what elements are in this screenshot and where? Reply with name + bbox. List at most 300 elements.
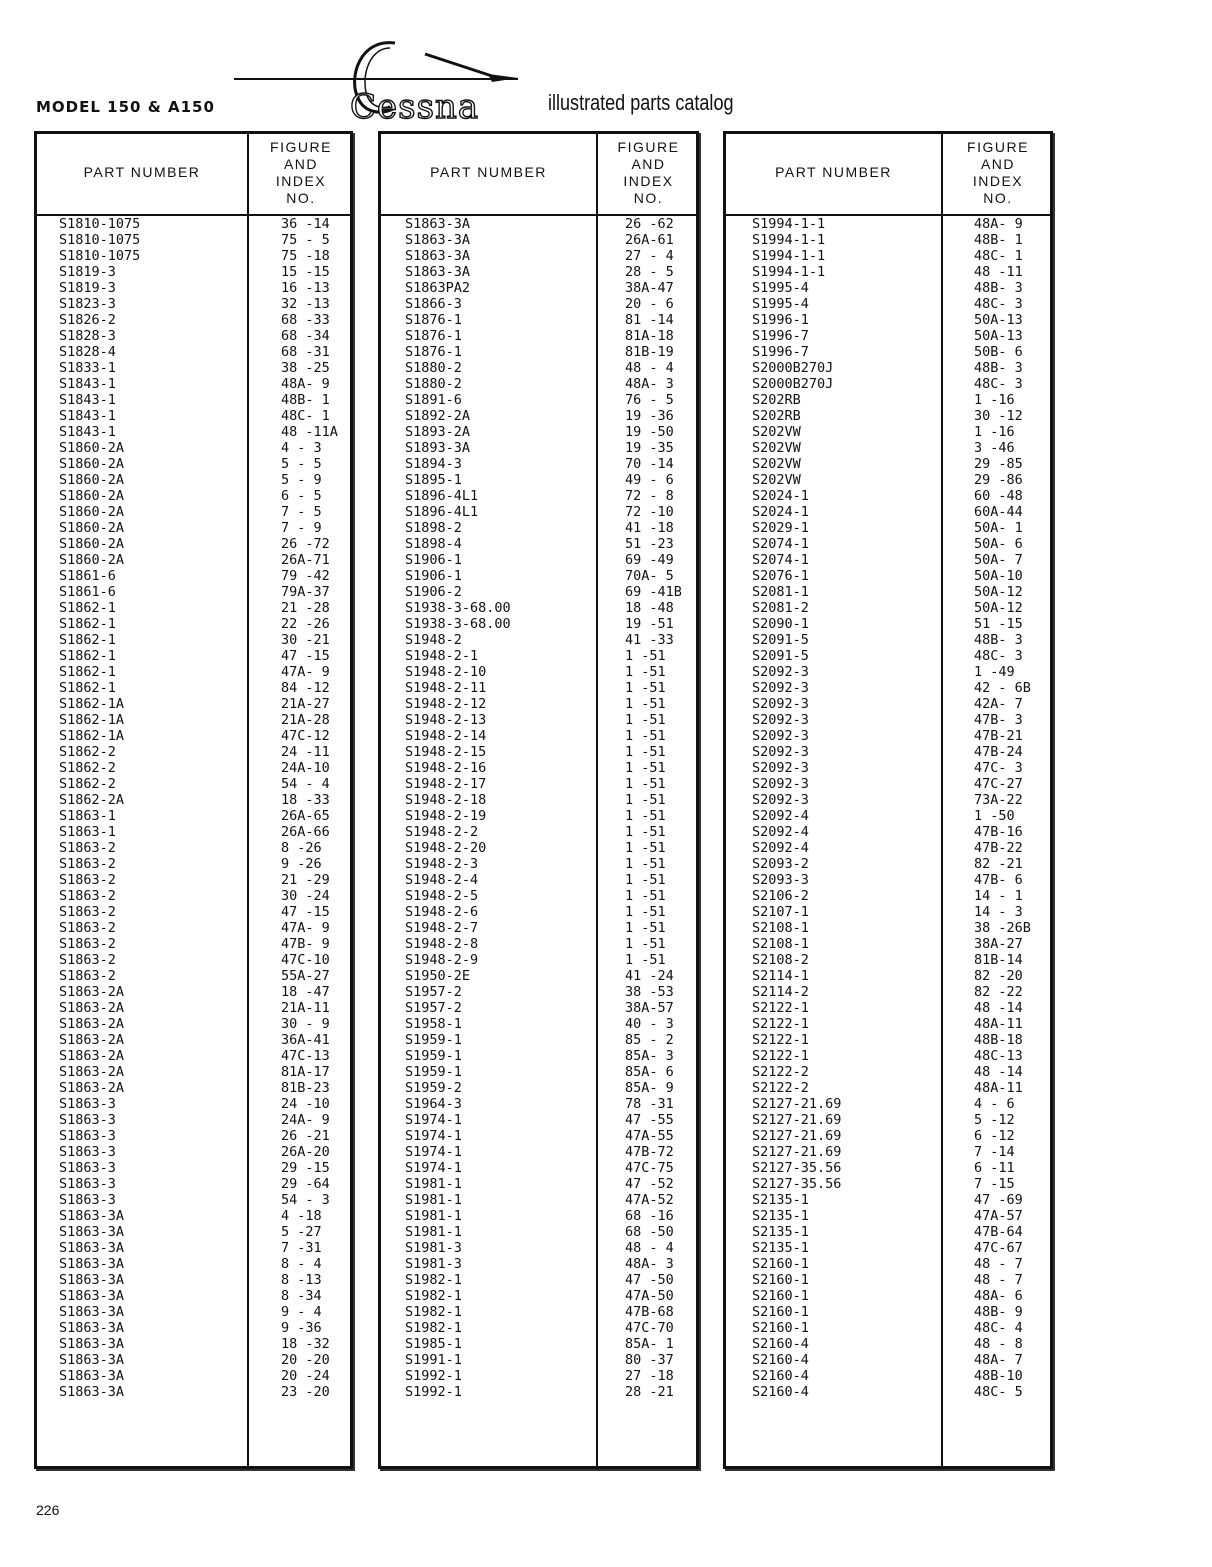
table-row [381, 344, 696, 360]
table-row [381, 728, 696, 744]
table-row [37, 792, 350, 808]
part-number: S1948-2-15 [405, 744, 487, 760]
parts-table-column-3 [723, 131, 1053, 1469]
part-number: S2093-3 [752, 872, 809, 888]
figure-index: 24A- 9 [281, 1112, 330, 1128]
table-row [381, 1368, 696, 1384]
table-row [381, 376, 696, 392]
table-row [381, 536, 696, 552]
table-row [726, 936, 1050, 952]
part-number: S1862-1A [59, 712, 125, 728]
figure-index: 15 -15 [281, 264, 330, 280]
part-number: S1863-2A [59, 1064, 125, 1080]
figure-index: 1 -51 [625, 744, 666, 760]
table-row [726, 1016, 1050, 1032]
figure-index: 1 -51 [625, 712, 666, 728]
part-number: S1948-2-7 [405, 920, 479, 936]
figure-index: 9 -26 [281, 856, 322, 872]
figure-index: 47B-22 [974, 840, 1023, 856]
table-row [381, 872, 696, 888]
figure-index: 1 -51 [625, 920, 666, 936]
figure-index: 27 - 4 [625, 248, 674, 264]
figure-index: 6 -11 [974, 1160, 1015, 1176]
table-row [381, 488, 696, 504]
figure-index: 85A- 9 [625, 1080, 674, 1096]
table-row [37, 1128, 350, 1144]
part-number: S2074-1 [752, 552, 809, 568]
table-row [381, 760, 696, 776]
part-number: S2127-21.69 [752, 1096, 842, 1112]
figure-index: 26A-66 [281, 824, 330, 840]
figure-index: 38A-47 [625, 280, 674, 296]
table-row [37, 1208, 350, 1224]
figure-index: 1 -51 [625, 888, 666, 904]
figure-index: 1 -51 [625, 904, 666, 920]
table-row [726, 424, 1050, 440]
table-row [726, 296, 1050, 312]
part-number: S1895-1 [405, 472, 462, 488]
table-row [726, 216, 1050, 232]
table-row [726, 904, 1050, 920]
part-number: S1948-2-11 [405, 680, 487, 696]
figure-index: 48B-18 [974, 1032, 1023, 1048]
figure-index: 47C-67 [974, 1240, 1023, 1256]
table-row [381, 936, 696, 952]
part-number: S1862-1 [59, 648, 116, 664]
part-number: S1964-3 [405, 1096, 462, 1112]
figure-index: 82 -22 [974, 984, 1023, 1000]
table-row [726, 920, 1050, 936]
table-row [726, 728, 1050, 744]
part-number: S1810-1075 [59, 216, 141, 232]
table-row [726, 680, 1050, 696]
table-row [381, 1176, 696, 1192]
part-number: S1863-3A [59, 1304, 125, 1320]
figure-index: 72 -10 [625, 504, 674, 520]
table-row [381, 328, 696, 344]
table-row [37, 632, 350, 648]
figure-index: 22 -26 [281, 616, 330, 632]
table-row [381, 1288, 696, 1304]
part-number: S1863-2A [59, 1000, 125, 1016]
table-row [37, 392, 350, 408]
part-number: S2114-1 [752, 968, 809, 984]
figure-index: 48 -11A [281, 424, 338, 440]
table-row [381, 680, 696, 696]
table-row [726, 536, 1050, 552]
table-row [37, 296, 350, 312]
table-row [37, 680, 350, 696]
part-number: S1860-2A [59, 456, 125, 472]
figure-index: 80 -37 [625, 1352, 674, 1368]
figure-index: 48 - 4 [625, 1240, 674, 1256]
part-number: S1981-1 [405, 1176, 462, 1192]
figure-index: 8 -13 [281, 1272, 322, 1288]
part-number: S1863-2 [59, 968, 116, 984]
figure-index: 68 -16 [625, 1208, 674, 1224]
table-row [726, 1240, 1050, 1256]
part-number: S1863-2 [59, 936, 116, 952]
part-number: S1948-2-3 [405, 856, 479, 872]
table-row [381, 776, 696, 792]
part-number: S1948-2-20 [405, 840, 487, 856]
figure-index: 48A- 3 [625, 1256, 674, 1272]
figure-index: 20 - 6 [625, 296, 674, 312]
table-row [37, 776, 350, 792]
table-row [37, 584, 350, 600]
cessna-logo-word: Cessna [350, 87, 480, 127]
table-row [726, 744, 1050, 760]
part-number: S1896-4L1 [405, 488, 479, 504]
figure-index: 48C-13 [974, 1048, 1023, 1064]
figure-index: 47A-57 [974, 1208, 1023, 1224]
figure-index: 47A-55 [625, 1128, 674, 1144]
figure-index: 81B-19 [625, 344, 674, 360]
table-row [37, 520, 350, 536]
table-row [381, 1048, 696, 1064]
part-number: S1843-1 [59, 424, 116, 440]
table-row [726, 456, 1050, 472]
figure-index: 48C- 5 [974, 1384, 1023, 1400]
figure-index: 85A- 3 [625, 1048, 674, 1064]
table-row [726, 1160, 1050, 1176]
table-row [726, 600, 1050, 616]
figure-index: 7 -14 [974, 1144, 1015, 1160]
part-number: S2122-2 [752, 1080, 809, 1096]
figure-index: 68 -50 [625, 1224, 674, 1240]
figure-index: 48B- 3 [974, 360, 1023, 376]
part-number: S1863-3A [59, 1208, 125, 1224]
part-number: S1863-2A [59, 1080, 125, 1096]
figure-index: 48A- 7 [974, 1352, 1023, 1368]
figure-index: 1 -51 [625, 664, 666, 680]
part-number: S1863-3A [405, 216, 471, 232]
part-number: S1860-2A [59, 472, 125, 488]
table-row [37, 1240, 350, 1256]
figure-index: 47B- 6 [974, 872, 1023, 888]
table-row [381, 616, 696, 632]
figure-index: 29 -15 [281, 1160, 330, 1176]
figure-index: 47C-75 [625, 1160, 674, 1176]
table-row [726, 1288, 1050, 1304]
figure-index: 85A- 1 [625, 1336, 674, 1352]
part-number: S1833-1 [59, 360, 116, 376]
table-row [37, 1256, 350, 1272]
part-number: S2160-1 [752, 1272, 809, 1288]
figure-index: 48C- 3 [974, 648, 1023, 664]
figure-index: 4 - 3 [281, 440, 322, 456]
figure-index: 18 -33 [281, 792, 330, 808]
figure-index: 42A- 7 [974, 696, 1023, 712]
part-number: S1860-2A [59, 440, 125, 456]
part-number: S1862-1A [59, 696, 125, 712]
part-number: S1948-2-4 [405, 872, 479, 888]
table-row [381, 664, 696, 680]
table-row [37, 312, 350, 328]
table-row [37, 1192, 350, 1208]
table-row [726, 760, 1050, 776]
figure-index: 81B-14 [974, 952, 1023, 968]
figure-index: 48C- 3 [974, 296, 1023, 312]
figure-index: 5 - 9 [281, 472, 322, 488]
table-row [37, 1064, 350, 1080]
table-row [37, 1032, 350, 1048]
part-number: S2135-1 [752, 1240, 809, 1256]
part-number: S1863-1 [59, 824, 116, 840]
part-number: S1863-3A [59, 1368, 125, 1384]
figure-index: 50A- 6 [974, 536, 1023, 552]
part-number: S2081-2 [752, 600, 809, 616]
figure-index: 47C-70 [625, 1320, 674, 1336]
table-row [726, 1064, 1050, 1080]
part-number: S1938-3-68.00 [405, 600, 511, 616]
figure-index: 47C-27 [974, 776, 1023, 792]
figure-index: 5 -27 [281, 1224, 322, 1240]
figure-index: 1 -51 [625, 728, 666, 744]
figure-index: 3 -46 [974, 440, 1015, 456]
table-row [726, 568, 1050, 584]
figure-index: 55A-27 [281, 968, 330, 984]
header-figure-index: FIGURE AND INDEX NO. [270, 139, 332, 206]
table-row [726, 1304, 1050, 1320]
part-number: S1863-3A [59, 1224, 125, 1240]
table-row [726, 968, 1050, 984]
table-row [726, 824, 1050, 840]
table-row [37, 376, 350, 392]
part-number: S1863-3A [59, 1256, 125, 1272]
part-number: S2076-1 [752, 568, 809, 584]
figure-index: 70 -14 [625, 456, 674, 472]
figure-index: 5 -12 [974, 1112, 1015, 1128]
part-number: S1819-3 [59, 264, 116, 280]
table-row [381, 600, 696, 616]
part-number: S1948-2-1 [405, 648, 479, 664]
table-row [726, 1128, 1050, 1144]
figure-index: 48 - 7 [974, 1256, 1023, 1272]
table-row [37, 1176, 350, 1192]
table-row [726, 872, 1050, 888]
figure-index: 76 - 5 [625, 392, 674, 408]
figure-index: 30 -12 [974, 408, 1023, 424]
table-row [381, 1304, 696, 1320]
part-number: S1982-1 [405, 1304, 462, 1320]
part-number: S2092-4 [752, 824, 809, 840]
table-row [726, 1256, 1050, 1272]
table-row [37, 216, 350, 232]
part-number: S2091-5 [752, 648, 809, 664]
part-number: S1974-1 [405, 1144, 462, 1160]
part-number: S1948-2-10 [405, 664, 487, 680]
table-row [37, 1320, 350, 1336]
figure-index: 6 - 5 [281, 488, 322, 504]
part-number: S1863-2 [59, 904, 116, 920]
part-number: S1893-3A [405, 440, 471, 456]
header-figure-index: FIGURE AND INDEX NO. [967, 139, 1029, 206]
part-number: S1823-3 [59, 296, 116, 312]
figure-index: 84 -12 [281, 680, 330, 696]
part-number: S2107-1 [752, 904, 809, 920]
figure-index: 48B- 3 [974, 280, 1023, 296]
part-number: S1863-3A [405, 248, 471, 264]
table-row [37, 280, 350, 296]
part-number: S1828-3 [59, 328, 116, 344]
figure-index: 50A-13 [974, 328, 1023, 344]
figure-index: 47 -50 [625, 1272, 674, 1288]
figure-index: 47A- 9 [281, 664, 330, 680]
table-row [381, 888, 696, 904]
table-row [381, 1224, 696, 1240]
part-number: S1863-2A [59, 1032, 125, 1048]
figure-index: 9 - 4 [281, 1304, 322, 1320]
part-number: S1995-4 [752, 280, 809, 296]
part-number: S1996-1 [752, 312, 809, 328]
figure-index: 27 -18 [625, 1368, 674, 1384]
part-number: S1862-1 [59, 680, 116, 696]
figure-index: 7 -31 [281, 1240, 322, 1256]
part-number: S1996-7 [752, 328, 809, 344]
table-row [37, 712, 350, 728]
table-row [726, 776, 1050, 792]
part-number: S1860-2A [59, 536, 125, 552]
part-number: S2114-2 [752, 984, 809, 1000]
figure-index: 48B- 1 [974, 232, 1023, 248]
figure-index: 48B- 9 [974, 1304, 1023, 1320]
figure-index: 4 -18 [281, 1208, 322, 1224]
parts-list [381, 216, 696, 1400]
part-number: S1863PA2 [405, 280, 471, 296]
figure-index: 50A-10 [974, 568, 1023, 584]
part-number: S1862-2 [59, 744, 116, 760]
part-number: S1862-2 [59, 776, 116, 792]
table-row [726, 392, 1050, 408]
part-number: S202VW [752, 440, 801, 456]
figure-index: 48C- 1 [281, 408, 330, 424]
table-row [381, 1240, 696, 1256]
table-row [381, 1192, 696, 1208]
part-number: S1863-3A [59, 1352, 125, 1368]
cessna-logo [230, 38, 530, 127]
table-row [381, 280, 696, 296]
part-number: S2092-4 [752, 808, 809, 824]
table-row [726, 616, 1050, 632]
table-row [381, 568, 696, 584]
figure-index: 29 -64 [281, 1176, 330, 1192]
table-row [726, 1208, 1050, 1224]
part-number: S1863-3A [59, 1320, 125, 1336]
part-number: S2092-3 [752, 776, 809, 792]
part-number: S1863-3 [59, 1128, 116, 1144]
table-row [37, 1096, 350, 1112]
figure-index: 18 -47 [281, 984, 330, 1000]
part-number: S2024-1 [752, 488, 809, 504]
part-number: S202RB [752, 408, 801, 424]
figure-index: 85A- 6 [625, 1064, 674, 1080]
table-row [726, 472, 1050, 488]
part-number: S1959-1 [405, 1048, 462, 1064]
figure-index: 48 - 7 [974, 1272, 1023, 1288]
table-row [37, 1000, 350, 1016]
part-number: S1906-1 [405, 568, 462, 584]
figure-index: 50A-12 [974, 584, 1023, 600]
part-number: S1948-2-16 [405, 760, 487, 776]
part-number: S1994-1-1 [752, 232, 826, 248]
part-number: S1863-2 [59, 856, 116, 872]
part-number: S2074-1 [752, 536, 809, 552]
part-number: S1982-1 [405, 1320, 462, 1336]
part-number: S2127-21.69 [752, 1112, 842, 1128]
figure-index: 1 -51 [625, 856, 666, 872]
header-figure-index: FIGURE AND INDEX NO. [617, 139, 680, 206]
part-number: S1948-2-12 [405, 696, 487, 712]
part-number: S2122-1 [752, 1016, 809, 1032]
page-number: 226 [36, 1502, 60, 1518]
part-number: S1898-4 [405, 536, 462, 552]
figure-index: 82 -20 [974, 968, 1023, 984]
figure-index: 26 -21 [281, 1128, 330, 1144]
figure-index: 8 -34 [281, 1288, 322, 1304]
part-number: S1948-2-17 [405, 776, 487, 792]
table-row [381, 632, 696, 648]
table-row [37, 728, 350, 744]
figure-index: 69 -49 [625, 552, 674, 568]
table-row [381, 552, 696, 568]
table-row [37, 552, 350, 568]
figure-index: 26A-65 [281, 808, 330, 824]
part-number: S1959-1 [405, 1064, 462, 1080]
part-number: S2024-1 [752, 504, 809, 520]
table-row [37, 984, 350, 1000]
table-row [726, 1384, 1050, 1400]
part-number: S202RB [752, 392, 801, 408]
figure-index: 19 -51 [625, 616, 674, 632]
table-row [381, 360, 696, 376]
part-number: S1981-1 [405, 1192, 462, 1208]
part-number: S1974-1 [405, 1112, 462, 1128]
figure-index: 1 -50 [974, 808, 1015, 824]
part-number: S1826-2 [59, 312, 116, 328]
figure-index: 48 - 8 [974, 1336, 1023, 1352]
part-number: S1863-3A [59, 1288, 125, 1304]
part-number: S1861-6 [59, 568, 116, 584]
table-row [726, 952, 1050, 968]
table-row [381, 1160, 696, 1176]
figure-index: 19 -35 [625, 440, 674, 456]
table-row [381, 1336, 696, 1352]
table-row [381, 744, 696, 760]
figure-index: 14 - 1 [974, 888, 1023, 904]
part-number: S1862-1 [59, 616, 116, 632]
part-number: S2135-1 [752, 1224, 809, 1240]
table-row [37, 1368, 350, 1384]
figure-index: 48A- 3 [625, 376, 674, 392]
table-row [37, 1112, 350, 1128]
table-row [37, 1352, 350, 1368]
table-row [726, 1192, 1050, 1208]
figure-index: 1 -49 [974, 664, 1015, 680]
part-number: S1898-2 [405, 520, 462, 536]
figure-index: 21A-11 [281, 1000, 330, 1016]
table-row [381, 392, 696, 408]
part-number: S1959-1 [405, 1032, 462, 1048]
parts-table-column-2 [378, 131, 699, 1469]
table-row [726, 840, 1050, 856]
part-number: S2160-1 [752, 1304, 809, 1320]
table-row [381, 1112, 696, 1128]
figure-index: 21 -29 [281, 872, 330, 888]
table-row [381, 712, 696, 728]
table-row [381, 408, 696, 424]
figure-index: 32 -13 [281, 296, 330, 312]
